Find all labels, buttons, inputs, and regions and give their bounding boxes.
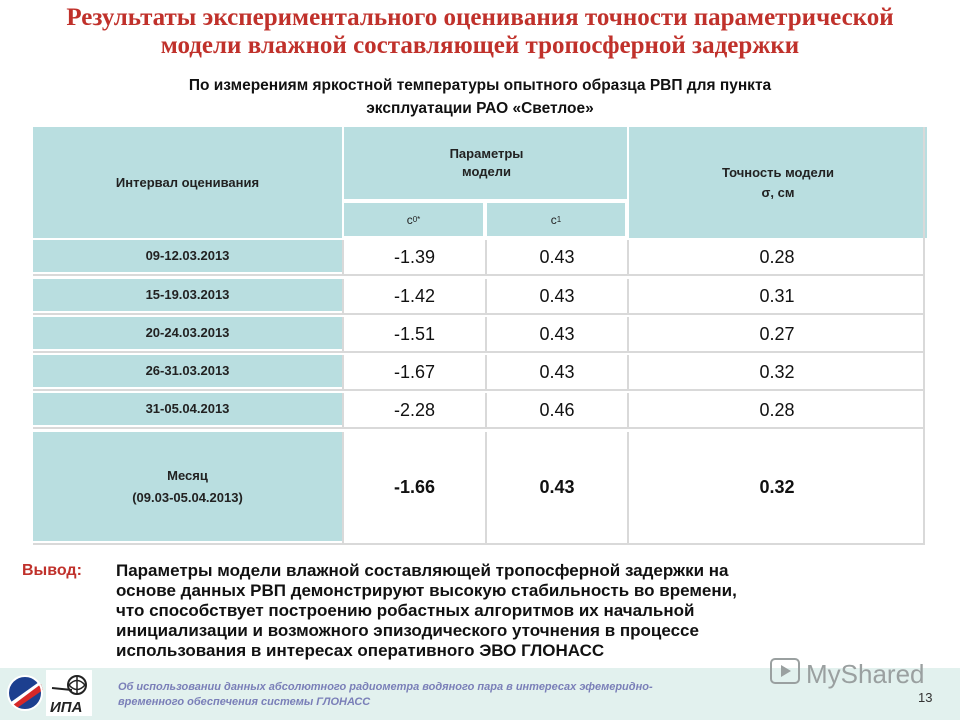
table-row: [33, 240, 925, 276]
title-line-1: Результаты экспериментального оценивания точности параметрической: [66, 4, 894, 31]
footer-line-2: временного обеспечения системы ГЛОНАСС: [118, 696, 371, 708]
conclusion-line: основе данных РВП демонстрируют высокую стабильность во времени,: [116, 581, 737, 600]
summary-interval-line-1: Месяц: [167, 467, 208, 483]
row-accuracy: 0.27: [627, 317, 925, 351]
table-row: [33, 317, 925, 353]
header-interval: Интервал оценивания: [33, 127, 342, 238]
row-interval: 20-24.03.2013: [33, 317, 342, 351]
row-interval: 15-19.03.2013: [33, 279, 342, 313]
conclusion-label: Вывод:: [22, 562, 82, 579]
title-line-2: модели влажной составляющей тропосферной задержки: [160, 32, 800, 59]
conclusion-line: инициализации и возможного эпизодического уточнения в процессе: [116, 621, 699, 640]
conclusion-line: Параметры модели влажной составляющей тропосферной задержки на: [116, 561, 729, 580]
subtitle-line-2: эксплуатации РАО «Светлое»: [366, 100, 594, 117]
summary-c0: -1.66: [342, 432, 485, 543]
ipa-logo-icon: [46, 670, 92, 716]
header-c0-sub: 0: [412, 215, 418, 224]
header-c1-base: c: [550, 212, 557, 227]
page-title: [20, 4, 940, 60]
row-accuracy: 0.31: [627, 279, 925, 313]
row-c0: -2.28: [342, 393, 485, 427]
row-accuracy: 0.32: [627, 355, 925, 389]
row-c1: 0.43: [485, 279, 627, 313]
table-row-summary: [33, 432, 925, 545]
row-c1: 0.43: [485, 355, 627, 389]
header-params-line-1: Параметры: [449, 146, 524, 161]
summary-interval: [33, 432, 342, 543]
page-number: 13: [918, 690, 933, 705]
row-c0: -1.39: [342, 240, 485, 274]
conclusion-line: что способствует построению робастных алгоритмов их начальной: [116, 601, 695, 620]
row-c1: 0.43: [485, 240, 627, 274]
header-c1: [485, 201, 627, 238]
row-c0: -1.42: [342, 279, 485, 313]
header-accuracy-line-1: Точность модели: [721, 164, 835, 180]
header-params-line-2: модели: [462, 164, 511, 179]
header-c1-sub: 1: [556, 215, 562, 224]
header-c0-base: c: [406, 212, 413, 227]
table-row: [33, 355, 925, 391]
conclusion-line: использования в интересах оперативного ЭВО ГЛОНАСС: [116, 641, 605, 660]
table-row: [33, 393, 925, 429]
header-accuracy-line-2: σ, см: [761, 184, 795, 200]
table-row: [33, 279, 925, 315]
row-interval: 09-12.03.2013: [33, 240, 342, 274]
footer-line-1: Об использовании данных абсолютного радиометра водяного пара в интересах эфемеридно-: [118, 681, 653, 693]
footer-text: [118, 680, 818, 710]
row-c0: -1.51: [342, 317, 485, 351]
row-interval: 26-31.03.2013: [33, 355, 342, 389]
organization-logo-icon: [5, 672, 45, 714]
subtitle-line-1: По измерениям яркостной температуры опытного образца РВП для пункта: [188, 77, 772, 94]
header-c0: [342, 201, 485, 238]
header-accuracy: [627, 127, 927, 238]
page-subtitle: [120, 74, 840, 120]
row-accuracy: 0.28: [627, 240, 925, 274]
row-c1: 0.43: [485, 317, 627, 351]
ipa-logo-text: ИПА: [50, 699, 83, 716]
row-interval: 31-05.04.2013: [33, 393, 342, 427]
watermark-text: MyShared: [806, 659, 925, 689]
summary-accuracy: 0.32: [627, 432, 925, 543]
watermark: [770, 658, 925, 691]
row-c0: -1.67: [342, 355, 485, 389]
conclusion-text: [116, 561, 916, 661]
summary-c1: 0.43: [485, 432, 627, 543]
header-c0-sup: *: [417, 215, 421, 224]
row-accuracy: 0.28: [627, 393, 925, 427]
row-c1: 0.46: [485, 393, 627, 427]
summary-interval-line-2: (09.03-05.04.2013): [132, 489, 243, 505]
header-params: [342, 127, 629, 199]
play-icon: [770, 658, 800, 691]
